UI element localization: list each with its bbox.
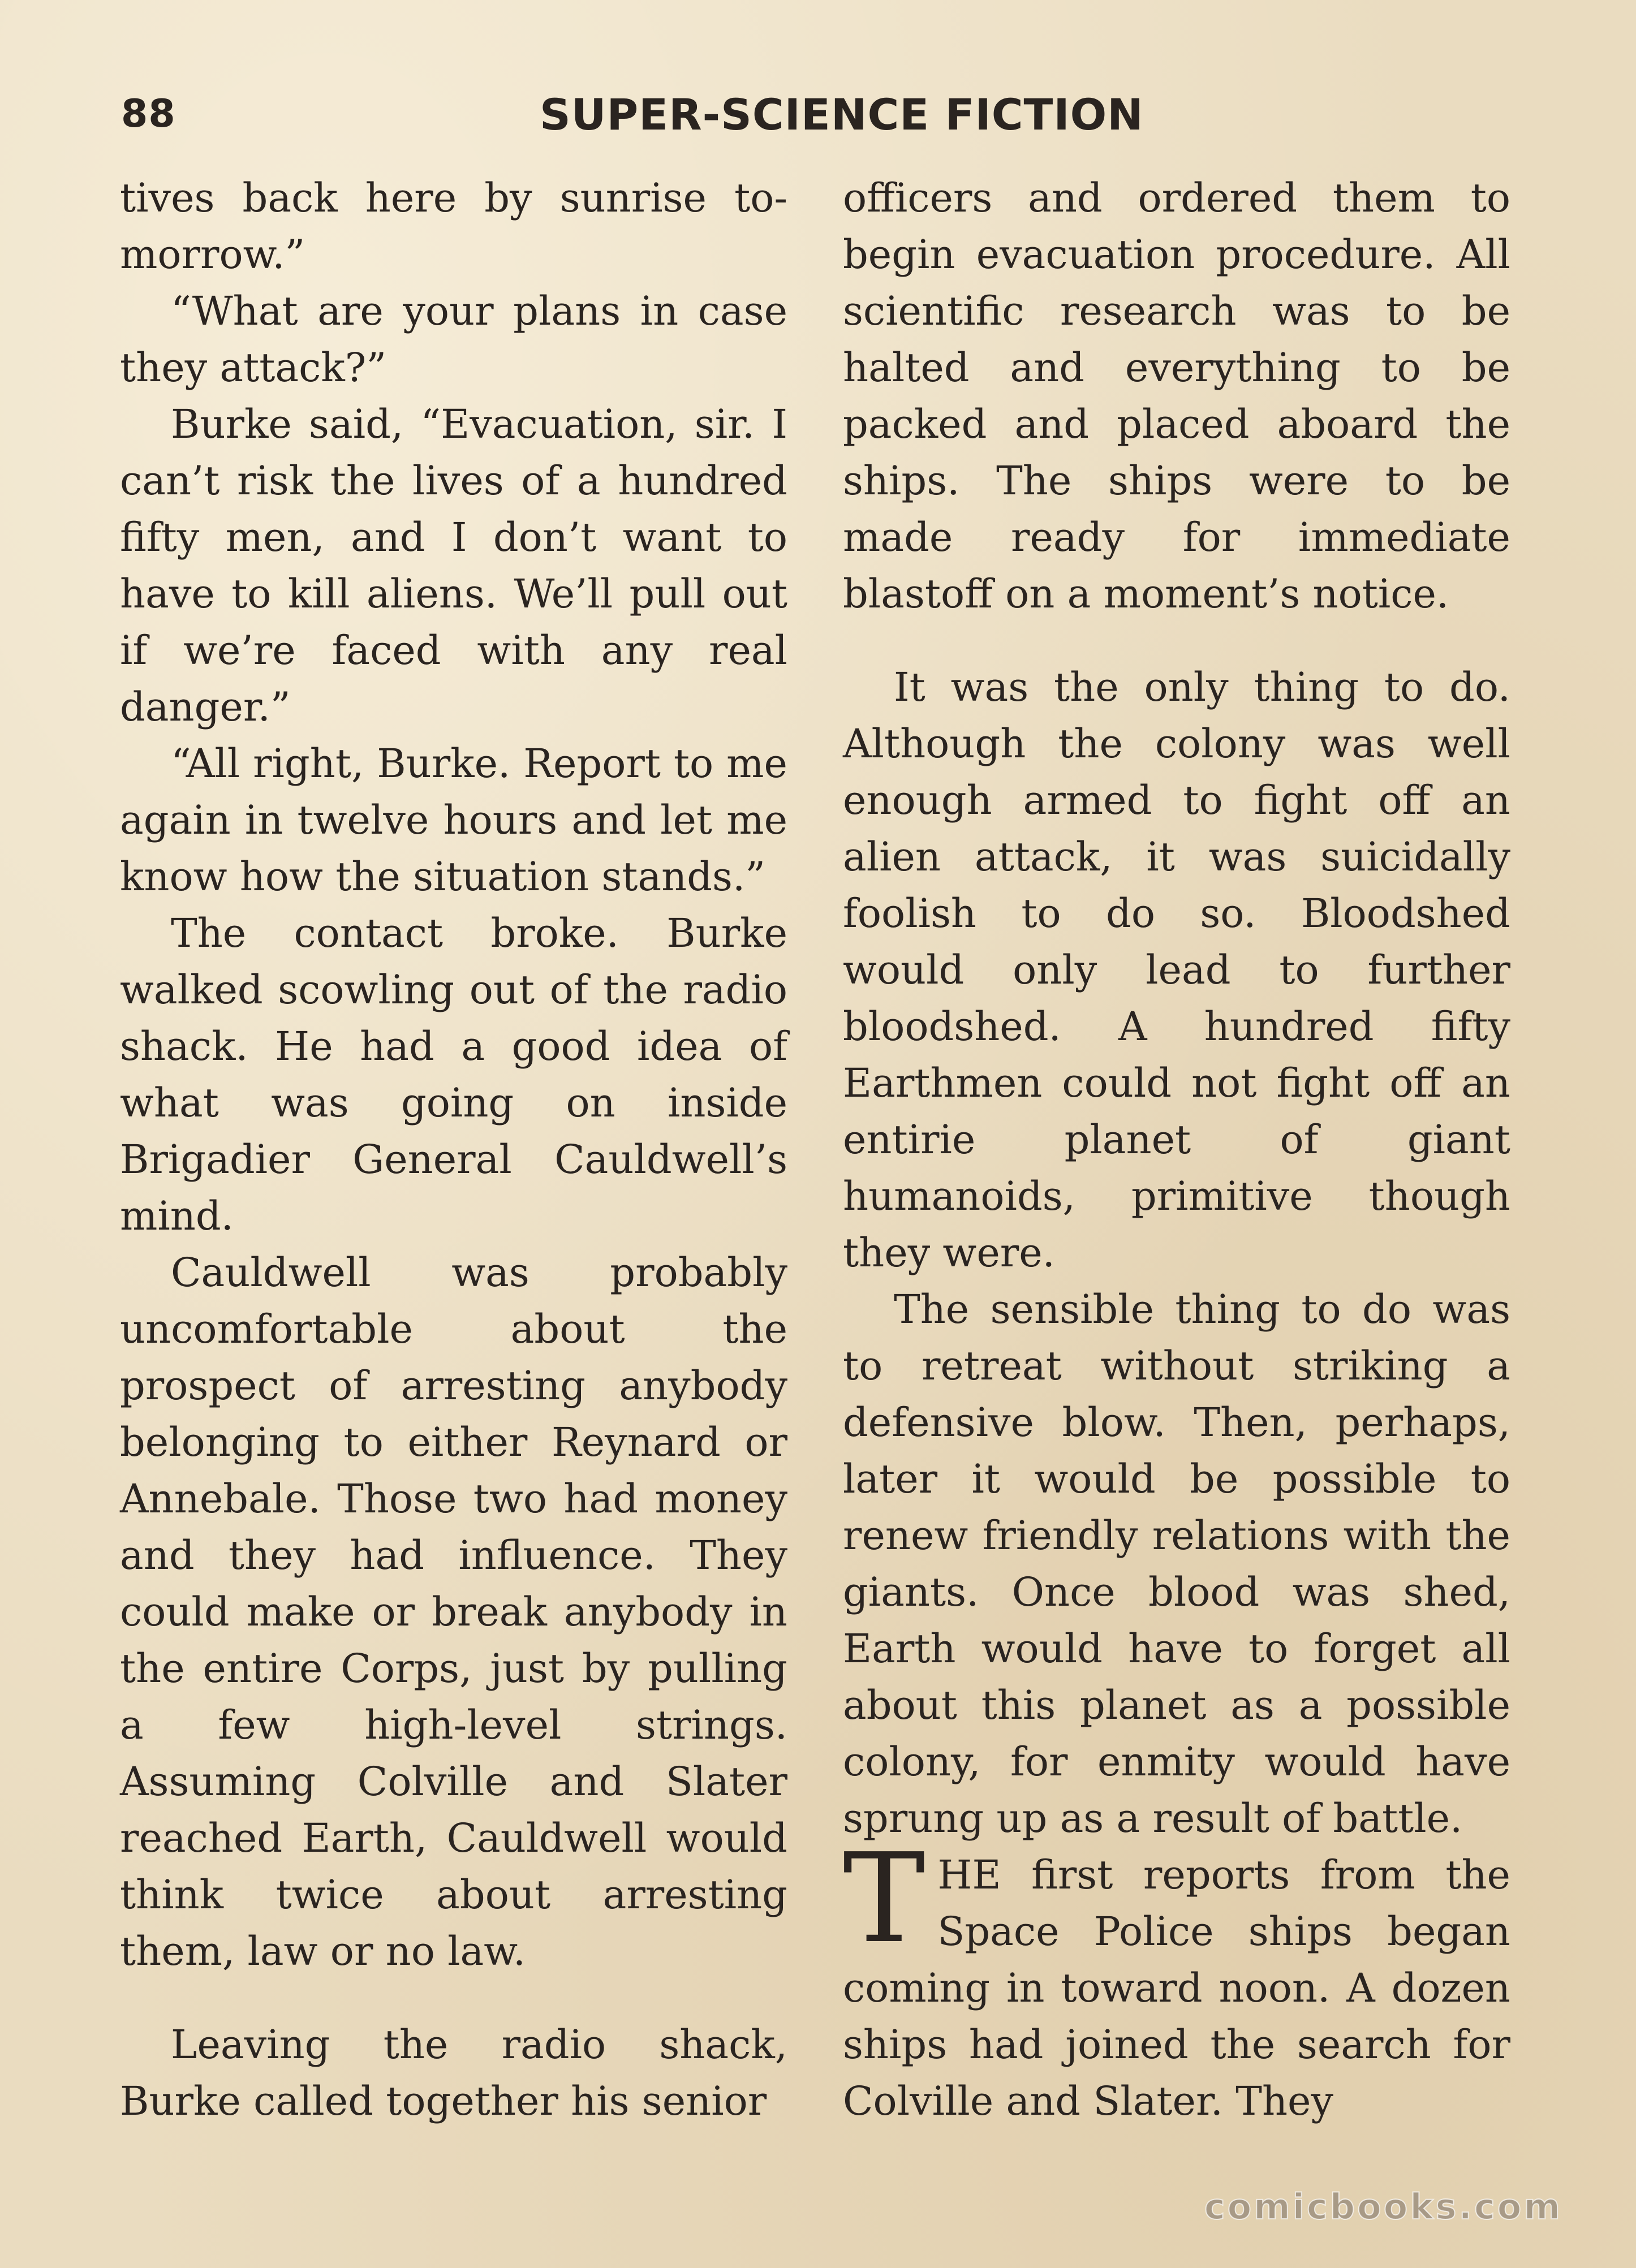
paragraph: Cauldwell was probably uncomfortable about the prospect of arresting anybody belonging to either Reynard or Annebale. Those two had money and they had influence. They could make or break anybody in the entire Corps, just by pulling a few high-level strings. Assuming Colville and Slater reached Earth, Cauldwell would think twice about arresting them, law or no law. [120,1249,787,1974]
paragraph: tives back here by sunrise to-morrow.” [120,175,787,278]
paragraph: “All right, Burke. Report to me again in twelve hours and let me know how the situation stands.” [120,740,787,900]
paragraph: It was the only thing to do. Although the colony was well enough armed to fight off an alien attack, it was suicidally foolish to do so. Bloodshed would only lead to further bloodshed. A hundred fifty Earthmen could not fight off an entirie planet of giant humanoids, primitive though they were. [843,664,1510,1276]
paragraph: The sensible thing to do was to retreat without striking a defensive blow. Then, perhaps, later it would be possible to renew friendly relations with the giants. Once blood was shed, Earth would have to forget all about this planet as a possible colony, for enmity would have sprung up as a result of battle. [843,1286,1510,1842]
paragraph: Burke said, “Evacuation, sir. I can’t risk the lives of a hundred fifty men, and I don’t want to have to kill aliens. We’ll pull out if we’re faced with any real danger.” [120,401,787,730]
page-header [121,79,1513,158]
page-number: 88 [121,92,176,136]
paragraph-text: HE first reports from the Space Police ships began coming in toward noon. A dozen ships had joined the search for Colville and Slater. They [843,1852,1510,2124]
paragraph: officers and ordered them to begin evacuation procedure. All scientific research was to be halted and everything to be packed and placed aboard the ships. The ships were to be made ready for immediate blastoff on a moment’s notice. [843,175,1510,617]
paragraph: “What are your plans in case they attack?” [120,288,787,391]
running-title: SUPER-SCIENCE FICTION [540,89,1144,140]
left-column [120,170,787,2129]
paragraph: Leaving the radio shack, Burke called together his senior [120,2021,787,2124]
section-opening-paragraph [843,1827,1510,2129]
watermark: comicbooks.com [1204,2186,1562,2227]
paragraph: The contact broke. Burke walked scowling out of the radio shack. He had a good idea of what was going on inside Brigadier General Cauldwell’s mind. [120,910,787,1239]
drop-cap: T [843,1827,925,1971]
right-column [843,170,1510,2129]
